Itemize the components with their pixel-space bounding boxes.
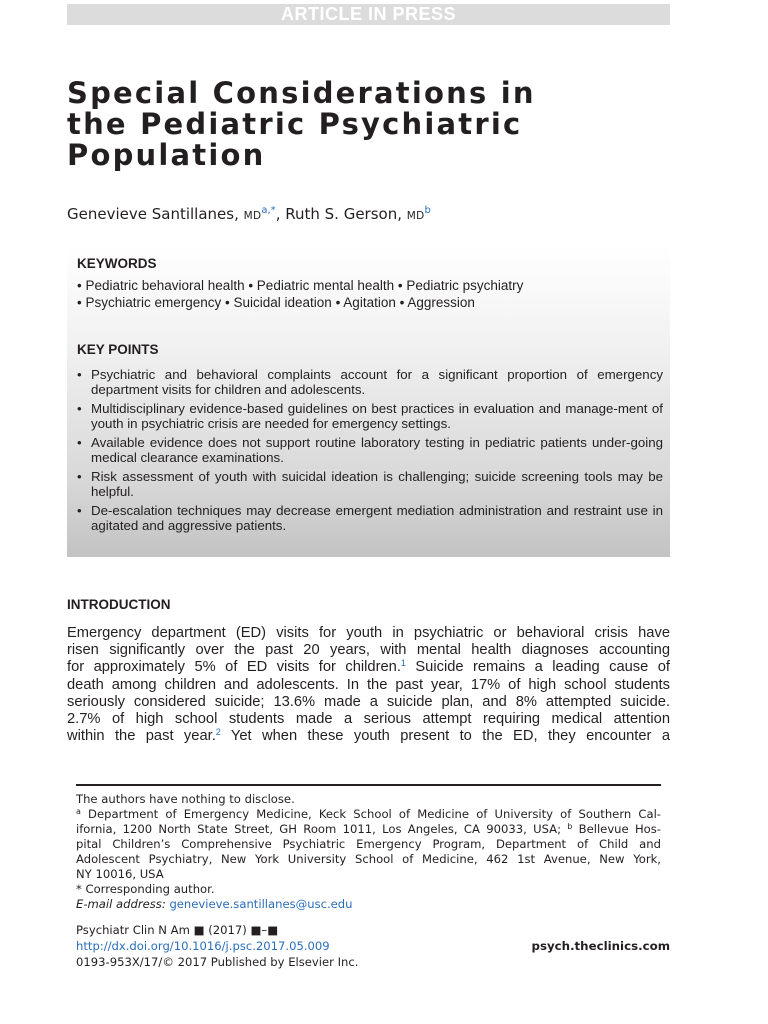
email-line: [76, 897, 661, 912]
doi-link[interactable]: http://dx.doi.org/10.1016/j.psc.2017.05.009: [76, 939, 330, 953]
introduction-line: Emergency department (ED) visits for youth in psychiatric or behavioral crisis have: [67, 625, 670, 641]
author-separator: ,: [275, 205, 286, 223]
affiliation-line: Adolescent Psychiatry, New York University School of Medicine, 462 1st Avenue, New York,: [76, 852, 661, 866]
reference-link[interactable]: 1: [400, 658, 406, 669]
issn-copyright: 0193-953X/17/© 2017 Published by Elsevier Inc.: [76, 955, 359, 969]
journal-citation: Psychiatr Clin N Am ■ (2017) ■–■: [76, 923, 279, 937]
email-link[interactable]: genevieve.santillanes@usc.edu: [169, 897, 353, 911]
key-point-text: Multidisciplinary evidence-based guidelines on best practices in evaluation and manage-ment of youth in psychiatric crisis are needed for emergency settings.: [91, 401, 663, 431]
bullet-icon: •: [77, 401, 82, 416]
email-label: E-mail address:: [76, 897, 170, 911]
affiliation-line: [76, 807, 661, 822]
keywords-keypoints-box: [67, 246, 670, 557]
key-point-text: De-escalation techniques may decrease emergent mediation administration and restraint use in agitated and aggressive patients.: [91, 503, 663, 533]
bullet-icon: •: [77, 367, 82, 382]
introduction-line: death among children and adolescents. In the past year, 17% of high school students: [67, 676, 670, 693]
footnotes: [76, 792, 661, 912]
key-points-list: [77, 367, 663, 537]
introduction-line: risen significantly over the past 20 years, with mental health diagnoses accounting: [67, 642, 670, 659]
bullet-icon: •: [77, 469, 82, 484]
keywords-line: • Pediatric behavioral health • Pediatric mental health • Pediatric psychiatry: [77, 278, 524, 293]
affiliation-mark: b: [567, 822, 573, 831]
introduction-text: for approximately 5% of ED visits for children.: [67, 659, 401, 676]
article-in-press-banner: ARTICLE IN PRESS: [67, 4, 670, 25]
title-line: Population: [67, 138, 266, 172]
affiliation-line: NY 10016, USA: [76, 867, 164, 881]
key-point-item: [77, 401, 663, 431]
key-point-item: [77, 469, 663, 499]
key-point-item: [77, 367, 663, 397]
introduction-heading: INTRODUCTION: [67, 597, 171, 612]
introduction-text: Suicide remains a leading cause of: [405, 659, 671, 676]
introduction-line: seriously considered suicide; 13.6% made a suicide plan, and 8% attempted suicide.: [67, 693, 670, 710]
key-points-heading: KEY POINTS: [77, 342, 159, 357]
affiliation-text: ifornia, 1200 North State Street, GH Room 1011, Los Angeles, CA 90033, USA;: [76, 822, 568, 836]
introduction-line: 2.7% of high school students made a serious attempt requiring medical attention: [67, 711, 670, 728]
footnote-divider: [76, 784, 661, 786]
introduction-text: Yet when these youth present to the ED, they encounter a: [220, 728, 670, 745]
affiliation-mark: a: [76, 807, 81, 816]
affiliation-text: Department of Emergency Medicine, Keck School of Medicine of University of Southern Cal-: [80, 807, 661, 821]
author-name: Genevieve Santillanes,: [67, 205, 244, 223]
affiliation-text: Bellevue Hos-: [572, 822, 661, 836]
introduction-paragraph: [67, 625, 670, 745]
author-affiliation-mark[interactable]: b: [424, 205, 431, 216]
affiliation-line: [76, 822, 661, 837]
key-point-item: [77, 503, 663, 533]
affiliation-line: pital Children’s Comprehensive Psychiatric Emergency Program, Department of Child and: [76, 837, 661, 851]
title-line: the Pediatric Psychiatric: [67, 107, 523, 141]
bullet-icon: •: [77, 503, 82, 518]
keywords-heading: KEYWORDS: [77, 256, 157, 271]
key-point-text: Risk assessment of youth with suicidal ideation is challenging; suicide screening tools may be helpful.: [91, 469, 663, 499]
key-point-text: Available evidence does not support routine laboratory testing in pediatric patients under-going medical clearance examinations.: [91, 435, 663, 465]
disclosure-note: The authors have nothing to disclose.: [76, 792, 295, 806]
introduction-line: [67, 659, 670, 676]
keywords-line: • Psychiatric emergency • Suicidal ideation • Agitation • Aggression: [77, 295, 475, 310]
author-line: [67, 204, 431, 226]
journal-website: psych.theclinics.com: [531, 939, 670, 953]
key-point-text: Psychiatric and behavioral complaints account for a significant proportion of emergency department visits for children and adolescents.: [91, 367, 663, 397]
author-degree: MD: [406, 210, 425, 222]
introduction-text: within the past year.: [67, 728, 216, 745]
introduction-line: [67, 728, 670, 745]
title-line: Special Considerations in: [67, 76, 536, 110]
reference-link[interactable]: 2: [215, 727, 221, 738]
article-title: [67, 78, 587, 171]
author-degree: MD: [243, 210, 262, 222]
corresponding-author-note: * Corresponding author.: [76, 882, 215, 896]
author-name: Ruth S. Gerson,: [285, 205, 407, 223]
key-point-item: [77, 435, 663, 465]
bullet-icon: •: [77, 435, 82, 450]
author-affiliation-mark[interactable]: a,*: [261, 205, 276, 216]
